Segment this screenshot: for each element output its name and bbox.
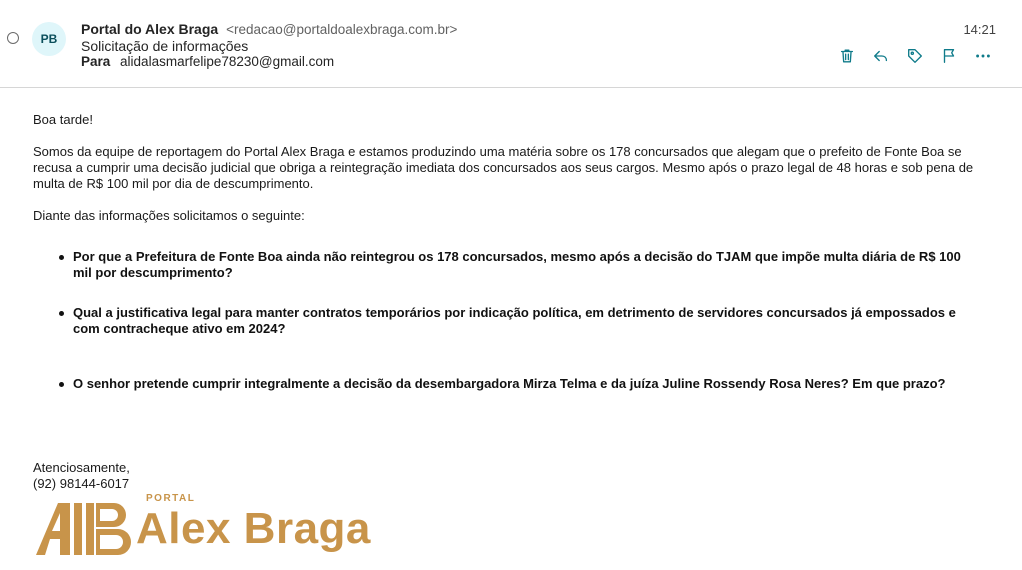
recipient-email[interactable]: alidalasmarfelipe78230@gmail.com — [120, 54, 335, 69]
reply-icon — [872, 47, 890, 65]
sender-line — [81, 21, 457, 37]
list-item: Por que a Prefeitura de Fonte Boa ainda não reintegrou os 178 concursados, mesmo após a decisão do TJAM que impõe multa diária de R$ 100 mil por descumprimento? — [73, 249, 983, 281]
recipient-line — [81, 54, 334, 69]
tag-button[interactable] — [898, 44, 932, 68]
flag-button[interactable] — [932, 44, 966, 68]
signature — [33, 460, 130, 492]
list-item: O senhor pretende cumprir integralmente a decisão da desembargadora Mirza Telma e da juíza Juline Rossendy Rosa Neres? Em que prazo? — [73, 376, 983, 392]
sender-email[interactable]: <redacao@portaldoalexbraga.com.br> — [226, 22, 458, 37]
reply-button[interactable] — [864, 44, 898, 68]
message-body — [33, 112, 983, 392]
portal-logo — [36, 493, 396, 559]
list-item: Qual a justificativa legal para manter contratos temporários por indicação política, em detrimento de servidores concursados já empossados e com contracheque ativo em 2024? — [73, 305, 983, 337]
logo-mark-icon — [36, 503, 132, 555]
message-toolbar — [830, 44, 1000, 68]
flag-icon — [940, 47, 958, 65]
intro-paragraph: Somos da equipe de reportagem do Portal Alex Braga e estamos produzindo uma matéria sobre os 178 concursados que alegam que o prefeito de Fonte Boa se recusa a cumprir uma decisão judicial que obriga a reintegração imediata dos concursados aos seus cargos. Mesmo após o prazo legal de 48 horas e sob pena de multa de R$ 100 mil por dia de descumprimento. — [33, 144, 974, 191]
sender-name[interactable]: Portal do Alex Braga — [81, 21, 219, 37]
logo-name: Alex Braga — [136, 504, 371, 553]
select-message-radio[interactable] — [7, 32, 19, 44]
closing-text: Atenciosamente, — [33, 460, 130, 475]
tag-icon — [906, 47, 924, 65]
request-text: Diante das informações solicitamos o seguinte: — [33, 208, 305, 223]
more-icon — [974, 47, 992, 65]
questions-list — [33, 249, 983, 392]
recipient-label: Para — [81, 54, 111, 69]
delete-button[interactable] — [830, 44, 864, 68]
logo-portal-label: PORTAL — [146, 493, 196, 504]
message-subject: Solicitação de informações — [81, 38, 249, 54]
avatar[interactable]: PB — [32, 22, 66, 56]
signature-phone: (92) 98144-6017 — [33, 476, 130, 491]
greeting-text: Boa tarde! — [33, 112, 93, 127]
message-header — [0, 0, 1022, 88]
more-actions-button[interactable] — [966, 44, 1000, 68]
trash-icon — [838, 47, 856, 65]
message-time: 14:21 — [963, 22, 996, 37]
